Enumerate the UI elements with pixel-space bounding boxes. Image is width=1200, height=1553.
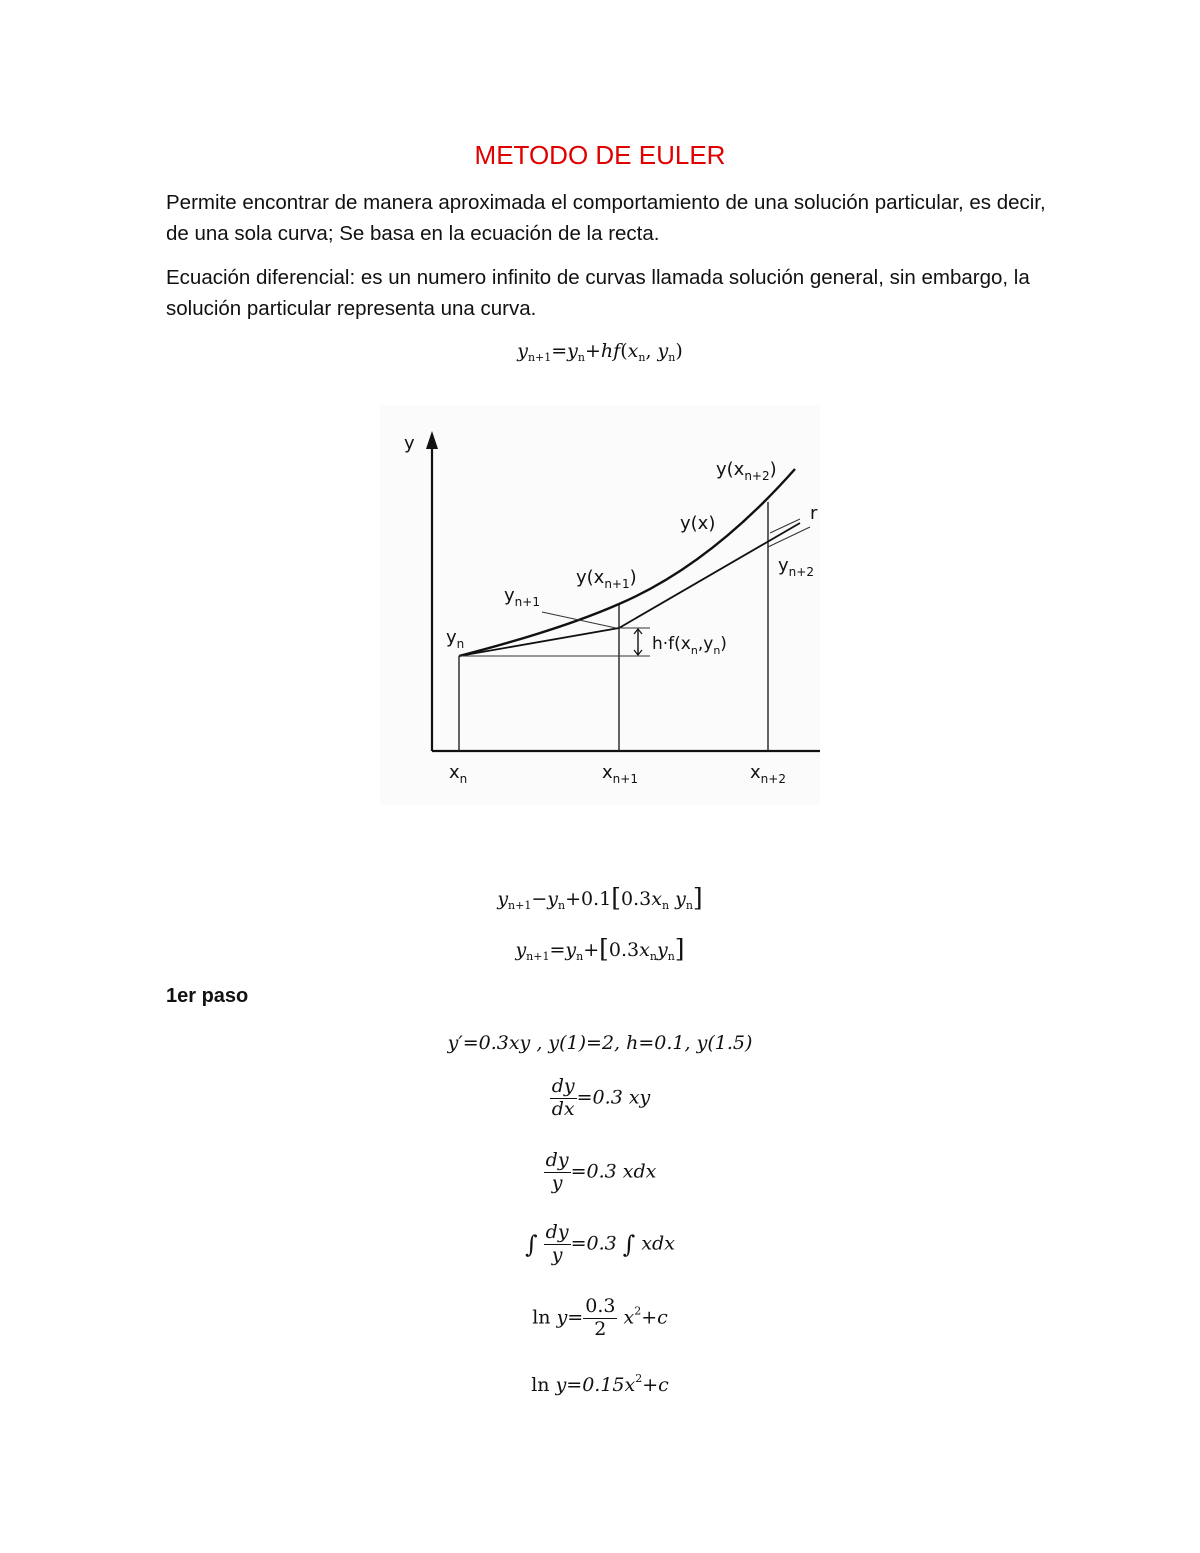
label-r: r bbox=[810, 503, 818, 524]
formula-log-simplified: $\ln y=0.15x^2+c$ bbox=[531, 1372, 669, 1396]
label-yn: $y_n$ bbox=[446, 627, 465, 651]
definition-paragraph: Ecuación diferencial: es un numero infinito de curvas llamada solución general, sin embargo, la solución particular representa una curva. bbox=[166, 266, 1030, 320]
formula-initial-conditions: y′=0.3xy , y(1)=2, h=0.1, y(1.5) bbox=[447, 1032, 753, 1054]
intro-paragraph: Permite encontrar de manera aproximada el comportamiento de una solución particular, es decir, de una sola curva; Se basa en la ecuación de la recta. bbox=[166, 191, 1046, 245]
page-title: METODO DE EULER bbox=[474, 140, 726, 170]
label-xn2: $x_{n+2}$ bbox=[750, 762, 786, 786]
euler-diagram bbox=[380, 405, 820, 810]
formula-dy-dx: $\frac{dy}{dx}$ =0.3 xy bbox=[551, 1075, 651, 1120]
formula-euler-simplified: $y_{n+1}=y_n+[0.3x_ny_n]$ bbox=[515, 934, 685, 963]
formula-integrated: ∫ $\frac{dy}{y}$ =0.3 ∫ xdx bbox=[525, 1221, 675, 1266]
formula-euler-substituted: $y_{n+1}-y_n+0.1[0.3x_n$ $y_n$] bbox=[497, 883, 703, 912]
euler-diagram-svg bbox=[380, 405, 820, 805]
diagram-background bbox=[380, 405, 820, 805]
formula-log-solution: ln y= $\frac{0.3}{2}$ $x^2+c$ bbox=[532, 1295, 668, 1340]
label-xn: $x_n$ bbox=[449, 762, 468, 786]
label-hf: $h\cdot f(x_n,y_n)$ bbox=[652, 634, 727, 657]
label-xn1: $x_{n+1}$ bbox=[602, 762, 638, 786]
label-yn1: $y_{n+1}$ bbox=[504, 585, 540, 609]
euler-formula: $y_{n+1}=y_n+hf(x_n$, $y_n$) bbox=[517, 340, 683, 364]
y-axis-label: y bbox=[404, 433, 415, 454]
formula-separated: $\frac{dy}{y}$ =0.3 xdx bbox=[545, 1149, 657, 1194]
label-y-xn1: $y(x_{n+1})$ bbox=[576, 567, 637, 591]
step-heading: 1er paso bbox=[166, 985, 249, 1007]
label-yn2: $y_{n+2}$ bbox=[778, 555, 814, 579]
label-yx: y(x) bbox=[680, 513, 716, 534]
label-y-xn2: $y(x_{n+2})$ bbox=[716, 459, 777, 483]
